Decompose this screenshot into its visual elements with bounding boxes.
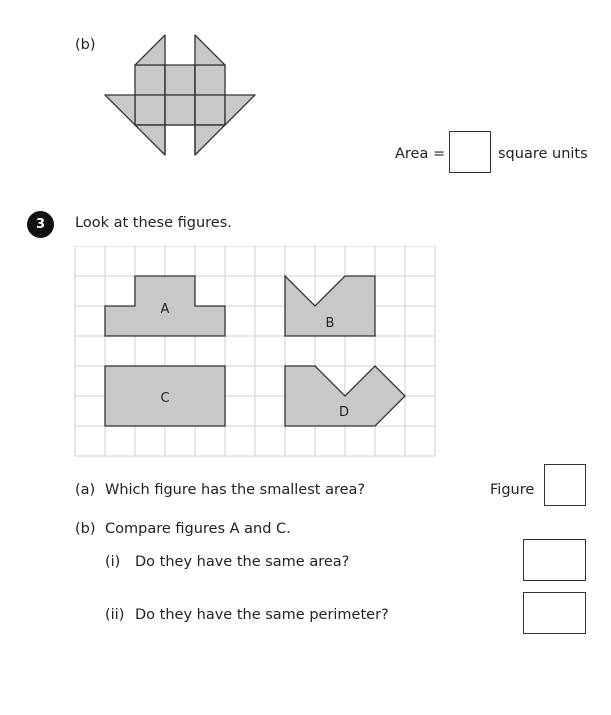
area-prefix: Area =	[395, 146, 446, 162]
question-number-badge: 3	[27, 211, 54, 238]
sub-ii-label: (ii)	[105, 607, 125, 623]
sub-i-question: Do they have the same area?	[135, 554, 350, 570]
shape-square	[135, 65, 165, 95]
shape-square	[165, 65, 195, 95]
sub-i-label: (i)	[105, 554, 121, 570]
area-answer-box[interactable]	[449, 131, 491, 173]
same-area-answer-box[interactable]	[523, 539, 586, 581]
sub-ii-question: Do they have the same perimeter?	[135, 607, 389, 623]
part-a-question: Which figure has the smallest area?	[105, 482, 366, 498]
part-b-label: (b)	[75, 37, 96, 53]
shape-triangle-right	[225, 95, 255, 125]
shape-triangle-left	[105, 95, 135, 125]
grid-shape-figure	[100, 30, 260, 160]
shape-triangle-top-left	[135, 35, 165, 65]
part-b-label-q3: (b)	[75, 521, 96, 537]
same-perimeter-answer-box[interactable]	[523, 592, 586, 634]
part-a-label: (a)	[75, 482, 96, 498]
shape-square	[135, 95, 165, 125]
part-b-question: Compare figures A and C.	[105, 521, 291, 537]
area-suffix: square units	[498, 146, 588, 162]
question-prompt: Look at these figures.	[75, 215, 232, 231]
figure-label-d: D	[338, 405, 350, 420]
shape-square	[195, 95, 225, 125]
figure-label-a: A	[160, 302, 170, 317]
shape-triangle-bottom-right	[195, 125, 225, 155]
figure-answer-prefix: Figure	[490, 482, 535, 498]
figure-label-b: B	[325, 316, 335, 331]
smallest-area-answer-box[interactable]	[544, 464, 586, 506]
figure-label-c: C	[160, 391, 170, 406]
figures-grid	[74, 246, 436, 458]
shape-triangle-top-right	[195, 35, 225, 65]
shape-square	[165, 95, 195, 125]
shape-square	[195, 65, 225, 95]
shape-triangle-bottom-left	[135, 125, 165, 155]
